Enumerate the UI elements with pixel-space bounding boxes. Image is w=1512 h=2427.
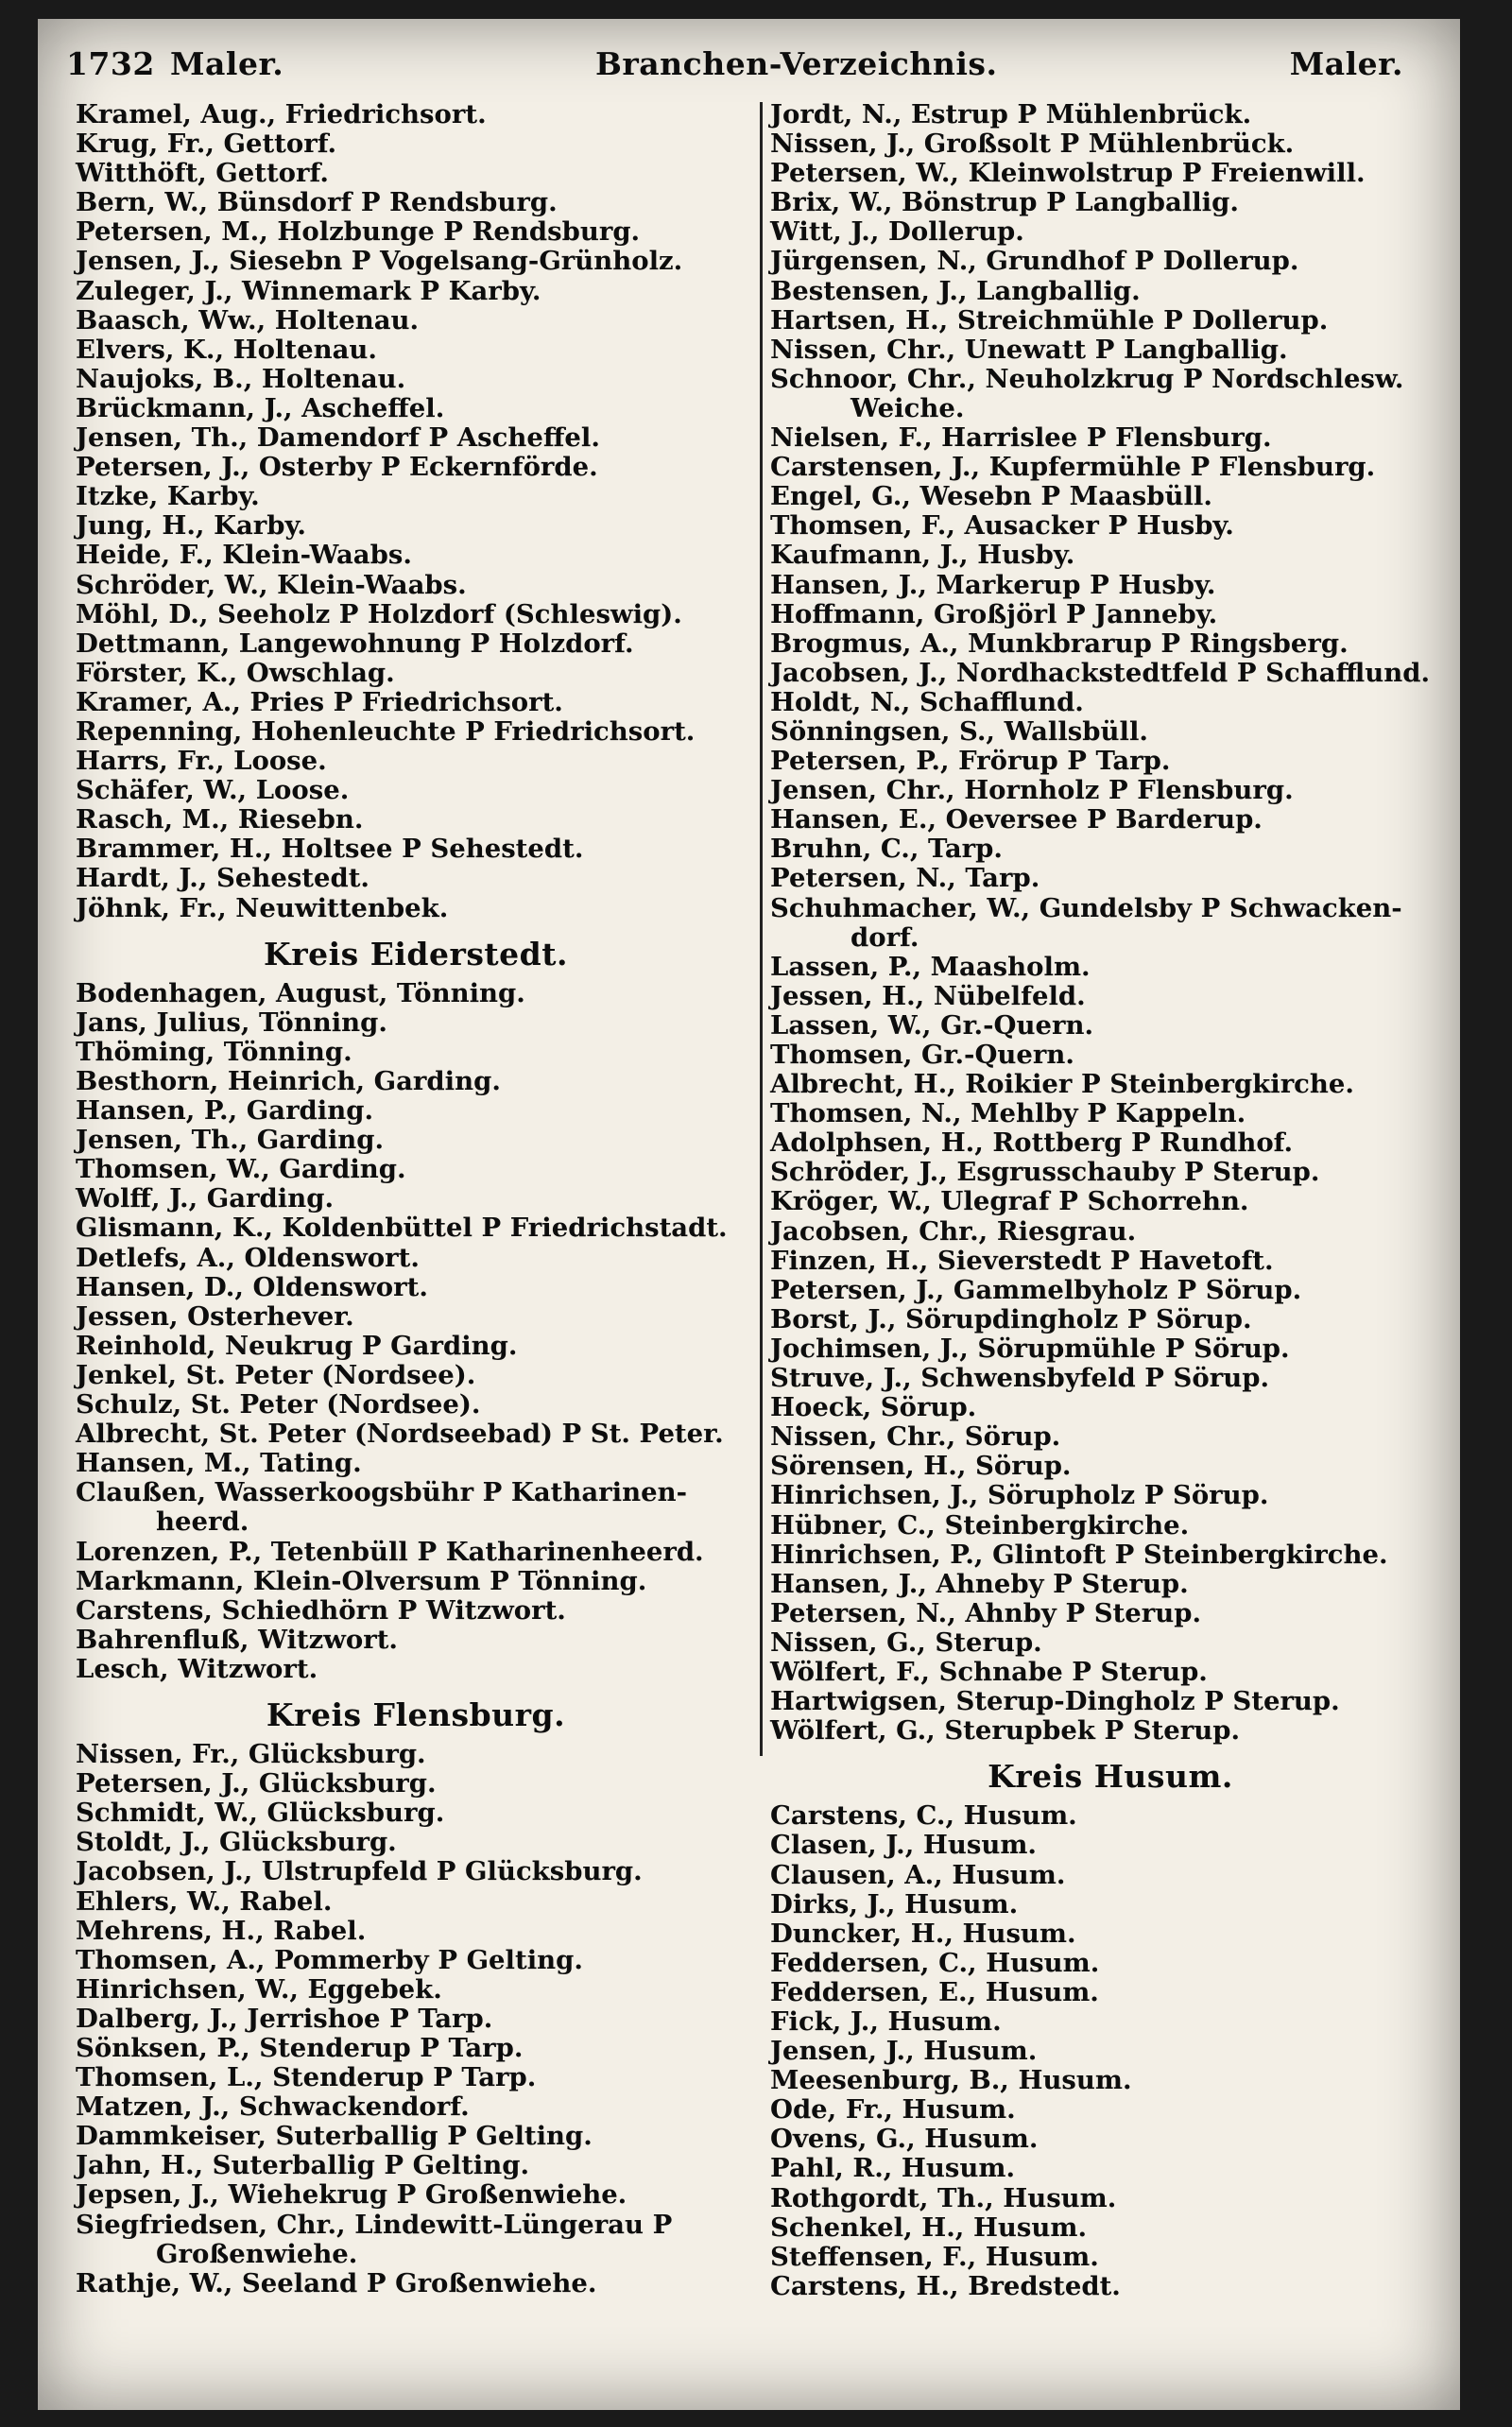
directory-entry: Glismann, K., Koldenbüttel P Friedrichstadt.: [76, 1213, 728, 1244]
directory-entry: Markmann, Klein-Olversum P Tönning.: [76, 1565, 647, 1596]
directory-entry: Thomsen, Gr.-Quern.: [770, 1040, 1074, 1070]
directory-entry: Bern, W., Bünsdorf P Rendsburg.: [76, 187, 558, 218]
directory-entry: Finzen, H., Sieverstedt P Havetoft.: [770, 1245, 1274, 1276]
directory-entry: Jensen, Chr., Hornholz P Flensburg.: [770, 775, 1294, 806]
directory-entry: Thomsen, A., Pommerby P Gelting.: [76, 1944, 583, 1975]
directory-entry: Itzke, Karby.: [76, 481, 260, 512]
directory-entry: Schenkel, H., Husum.: [770, 2212, 1088, 2243]
directory-entry: Hartsen, H., Streichmühle P Dollerup.: [770, 304, 1329, 336]
directory-entry: Hübner, C., Steinbergkirche.: [770, 1509, 1190, 1541]
directory-entry: Jöhnk, Fr., Neuwittenbek.: [76, 892, 449, 923]
directory-entry: Hinrichsen, J., Sörupholz P Sörup.: [770, 1480, 1269, 1511]
directory-entry: Schulz, St. Peter (Nordsee).: [76, 1389, 481, 1420]
directory-entry: Duncker, H., Husum.: [770, 1918, 1076, 1949]
directory-entry: Wölfert, F., Schnabe P Sterup.: [770, 1656, 1208, 1687]
directory-entry: Adolphsen, H., Rottberg P Rundhof.: [770, 1127, 1294, 1159]
directory-entry: Thomsen, L., Stenderup P Tarp.: [76, 2062, 537, 2093]
directory-entry: Fick, J., Husum.: [770, 2006, 1002, 2037]
directory-entry: Jenkel, St. Peter (Nordsee).: [76, 1359, 476, 1390]
directory-entry: Krug, Fr., Gettorf.: [76, 129, 337, 160]
directory-entry: Witt, J., Dollerup.: [770, 216, 1024, 248]
directory-entry: Jochimsen, J., Sörupmühle P Sörup.: [770, 1333, 1290, 1364]
directory-entry: Jans, Julius, Tönning.: [76, 1007, 387, 1038]
directory-entry: Rothgordt, Th., Husum.: [770, 2182, 1117, 2213]
directory-entry: Engel, G., Wesebn P Maasbüll.: [770, 481, 1212, 512]
directory-entry: Nissen, G., Sterup.: [770, 1627, 1042, 1658]
directory-entry: Hansen, E., Oeversee P Barderup.: [770, 804, 1263, 835]
page-number: 1732: [66, 45, 155, 82]
directory-entry: Brammer, H., Holtsee P Sehestedt.: [76, 834, 584, 865]
directory-entry: Nissen, Chr., Sörup.: [770, 1421, 1061, 1453]
directory-entry: Petersen, J., Gammelbyholz P Sörup.: [770, 1274, 1302, 1305]
entry-continuation: heerd.: [156, 1506, 249, 1538]
directory-entry: Sönningsen, S., Wallsbüll.: [770, 715, 1148, 747]
directory-entry: Steffensen, F., Husum.: [770, 2241, 1099, 2272]
directory-entry: Schröder, W., Klein-Waabs.: [76, 569, 467, 600]
directory-entry: Schuhmacher, W., Gundelsby P Schwacken-: [770, 892, 1402, 923]
directory-entry: Ehlers, W., Rabel.: [76, 1885, 333, 1917]
directory-entry: Lesch, Witzwort.: [76, 1653, 318, 1684]
directory-entry: Kramer, A., Pries P Friedrichsort.: [76, 686, 563, 717]
directory-entry: Dalberg, J., Jerrishoe P Tarp.: [76, 2003, 493, 2034]
directory-entry: Heide, F., Klein-Waabs.: [76, 540, 412, 571]
directory-entry: Hartwigsen, Sterup-Dingholz P Sterup.: [770, 1686, 1340, 1717]
directory-entry: Thomsen, W., Garding.: [76, 1154, 406, 1185]
directory-entry: Sönksen, P., Stenderup P Tarp.: [76, 2033, 524, 2063]
directory-entry: Hansen, J., Ahneby P Sterup.: [770, 1568, 1189, 1599]
directory-entry: Möhl, D., Seeholz P Holzdorf (Schleswig).: [76, 598, 682, 629]
directory-entry: Hansen, J., Markerup P Husby.: [770, 569, 1216, 600]
section-word-right: Maler.: [1289, 45, 1403, 82]
directory-entry: Baasch, Ww., Holtenau.: [76, 304, 420, 336]
directory-entry: Stoldt, J., Glücksburg.: [76, 1827, 397, 1858]
directory-entry: Brix, W., Bönstrup P Langballig.: [770, 187, 1239, 218]
running-head: [66, 30, 1422, 81]
directory-page: [38, 19, 1460, 2410]
directory-entry: Kaufmann, J., Husby.: [770, 540, 1075, 571]
directory-entry: Nissen, Fr., Glücksburg.: [76, 1739, 426, 1770]
directory-entry: Jensen, J., Husum.: [770, 2036, 1038, 2067]
directory-entry: Jensen, Th., Damendorf P Ascheffel.: [76, 422, 600, 454]
directory-entry: Bahrenfluß, Witzwort.: [76, 1624, 399, 1655]
directory-entry: Detlefs, A., Oldenswort.: [76, 1242, 420, 1273]
directory-entry: Petersen, M., Holzbunge P Rendsburg.: [76, 216, 641, 248]
directory-entry: Hoeck, Sörup.: [770, 1392, 977, 1423]
directory-entry: Jordt, N., Estrup P Mühlenbrück.: [770, 99, 1252, 129]
directory-entry: Hansen, P., Garding.: [76, 1095, 374, 1127]
directory-entry: Wolff, J., Garding.: [76, 1183, 335, 1214]
directory-entry: Matzen, J., Schwackendorf.: [76, 2091, 470, 2123]
directory-entry: Jürgensen, N., Grundhof P Dollerup.: [770, 246, 1299, 277]
directory-entry: Petersen, J., Osterby P Eckernförde.: [76, 452, 598, 483]
directory-entry: Claußen, Wasserkoogsbühr P Katharinen-: [76, 1477, 687, 1508]
directory-entry: Siegfriedsen, Chr., Lindewitt-Lüngerau P: [76, 2209, 673, 2240]
directory-entry: Feddersen, E., Husum.: [770, 1976, 1099, 2007]
directory-entry: Bruhn, C., Tarp.: [770, 834, 1003, 865]
directory-entry: Naujoks, B., Holtenau.: [76, 363, 406, 394]
left-column: [76, 100, 756, 2298]
directory-entry: Lorenzen, P., Tetenbüll P Katharinenheerd.: [76, 1536, 704, 1567]
directory-entry: Thomsen, N., Mehlby P Kappeln.: [770, 1098, 1246, 1129]
directory-entry: Struve, J., Schwensbyfeld P Sörup.: [770, 1363, 1270, 1394]
directory-entry: Schmidt, W., Glücksburg.: [76, 1798, 445, 1829]
directory-entry: Hansen, D., Oldenswort.: [76, 1271, 428, 1302]
directory-title: Branchen-Verzeichnis.: [595, 45, 998, 82]
directory-entry: Hardt, J., Sehestedt.: [76, 863, 369, 894]
directory-entry: Bodenhagen, August, Tönning.: [76, 977, 525, 1008]
directory-entry: Clausen, A., Husum.: [770, 1859, 1066, 1890]
directory-entry: Harrs, Fr., Loose.: [76, 746, 327, 777]
section-word-left: Maler.: [170, 45, 284, 82]
directory-entry: Hoffmann, Großjörl P Janneby.: [770, 598, 1218, 629]
directory-entry: Schröder, J., Esgrusschauby P Sterup.: [770, 1157, 1320, 1188]
directory-entry: Carstens, H., Bredstedt.: [770, 2270, 1121, 2301]
directory-entry: Thomsen, F., Ausacker P Husby.: [770, 510, 1234, 542]
directory-entry: Dirks, J., Husum.: [770, 1888, 1019, 1919]
directory-entry: Brückmann, J., Ascheffel.: [76, 392, 445, 423]
directory-entry: Feddersen, C., Husum.: [770, 1947, 1100, 1978]
directory-entry: Lassen, W., Gr.-Quern.: [770, 1009, 1094, 1041]
directory-entry: Mehrens, H., Rabel.: [76, 1915, 367, 1946]
directory-entry: Hinrichsen, W., Eggebek.: [76, 1973, 442, 2005]
directory-entry: Petersen, N., Ahnby P Sterup.: [770, 1597, 1202, 1628]
directory-entry: Albrecht, H., Roikier P Steinbergkirche.: [770, 1069, 1354, 1100]
directory-entry: Petersen, N., Tarp.: [770, 863, 1040, 894]
directory-entry: Schnoor, Chr., Neuholzkrug P Nordschlesw.: [770, 363, 1404, 394]
directory-entry: Bestensen, J., Langballig.: [770, 275, 1141, 306]
directory-entry: Jacobsen, J., Nordhackstedtfeld P Schafflund.: [770, 657, 1431, 688]
directory-entry: Holdt, N., Schafflund.: [770, 686, 1084, 717]
district-heading: Kreis Flensburg.: [266, 1695, 566, 1733]
directory-entry: Meesenburg, B., Husum.: [770, 2065, 1132, 2096]
directory-entry: Hinrichsen, P., Glintoft P Steinbergkirche.: [770, 1539, 1388, 1570]
directory-entry: Reinhold, Neukrug P Garding.: [76, 1330, 518, 1361]
column-divider: [760, 102, 763, 1756]
directory-entry: Jessen, H., Nübelfeld.: [770, 980, 1086, 1011]
directory-entry: Jensen, J., Siesebn P Vogelsang-Grünholz.: [76, 246, 683, 277]
directory-entry: Carstens, C., Husum.: [770, 1800, 1077, 1832]
directory-entry: Rasch, M., Riesebn.: [76, 804, 364, 835]
directory-entry: Lassen, P., Maasholm.: [770, 951, 1091, 982]
directory-entry: Nissen, Chr., Unewatt P Langballig.: [770, 334, 1288, 365]
directory-entry: Dammkeiser, Suterballig P Gelting.: [76, 2121, 593, 2152]
directory-entry: Jahn, H., Suterballig P Gelting.: [76, 2150, 530, 2181]
directory-entry: Petersen, P., Frörup P Tarp.: [770, 746, 1171, 777]
entry-continuation: Großenwiehe.: [156, 2238, 358, 2269]
directory-entry: Zuleger, J., Winnemark P Karby.: [76, 275, 541, 306]
directory-entry: Nissen, J., Großsolt P Mühlenbrück.: [770, 129, 1295, 160]
directory-entry: Jensen, Th., Garding.: [76, 1125, 385, 1156]
directory-entry: Pahl, R., Husum.: [770, 2153, 1016, 2184]
directory-entry: Repenning, Hohenleuchte P Friedrichsort.: [76, 715, 696, 747]
directory-entry: Borst, J., Sörupdingholz P Sörup.: [770, 1303, 1252, 1334]
directory-entry: Carstens, Schiedhörn P Witzwort.: [76, 1594, 566, 1626]
directory-entry: Carstensen, J., Kupfermühle P Flensburg.: [770, 452, 1376, 483]
directory-entry: Ovens, G., Husum.: [770, 2124, 1039, 2155]
directory-entry: Witthöft, Gettorf.: [76, 158, 329, 189]
entry-continuation: dorf.: [850, 921, 919, 953]
directory-entry: Nielsen, F., Harrislee P Flensburg.: [770, 422, 1272, 454]
directory-entry: Jessen, Osterhever.: [76, 1300, 354, 1332]
directory-entry: Petersen, J., Glücksburg.: [76, 1768, 437, 1799]
directory-entry: Brogmus, A., Munkbrarup P Ringsberg.: [770, 628, 1349, 659]
directory-entry: Jacobsen, Chr., Riesgrau.: [770, 1215, 1137, 1247]
right-column: [770, 100, 1451, 2301]
directory-entry: Thöming, Tönning.: [76, 1036, 352, 1067]
district-heading: Kreis Eiderstedt.: [264, 935, 568, 973]
directory-entry: Elvers, K., Holtenau.: [76, 334, 377, 365]
directory-entry: Wölfert, G., Sterupbek P Sterup.: [770, 1715, 1241, 1747]
directory-entry: Förster, K., Owschlag.: [76, 657, 395, 688]
directory-entry: Ode, Fr., Husum.: [770, 2094, 1016, 2126]
directory-entry: Kramel, Aug., Friedrichsort.: [76, 99, 487, 129]
directory-entry: Jepsen, J., Wiehekrug P Großenwiehe.: [76, 2179, 627, 2211]
directory-entry: Sörensen, H., Sörup.: [770, 1451, 1072, 1482]
directory-entry: Jung, H., Karby.: [76, 510, 306, 542]
directory-entry: Rathje, W., Seeland P Großenwiehe.: [76, 2267, 597, 2298]
directory-entry: Clasen, J., Husum.: [770, 1830, 1037, 1861]
directory-entry: Petersen, W., Kleinwolstrup P Freienwill.: [770, 158, 1366, 189]
directory-entry: Kröger, W., Ulegraf P Schorrehn.: [770, 1186, 1249, 1217]
directory-entry: Besthorn, Heinrich, Garding.: [76, 1066, 501, 1096]
directory-entry: Albrecht, St. Peter (Nordseebad) P St. Peter.: [76, 1419, 724, 1450]
directory-entry: Hansen, M., Tating.: [76, 1448, 362, 1479]
directory-entry: Jacobsen, J., Ulstrupfeld P Glücksburg.: [76, 1856, 643, 1887]
entry-continuation: Weiche.: [850, 392, 965, 423]
directory-entry: Dettmann, Langewohnung P Holzdorf.: [76, 628, 634, 659]
district-heading: Kreis Husum.: [988, 1758, 1233, 1796]
directory-entry: Schäfer, W., Loose.: [76, 775, 350, 806]
